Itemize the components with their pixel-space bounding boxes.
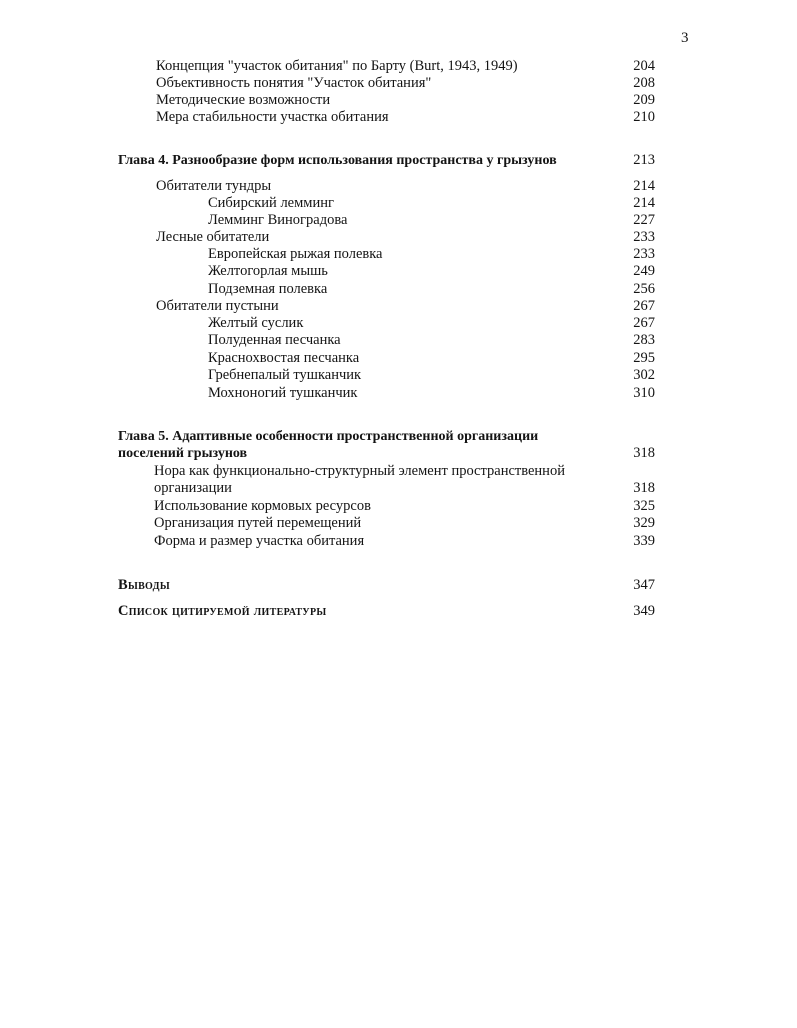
section-desert-page: 267 (633, 298, 655, 314)
toc-subentry-page: 302 (633, 367, 655, 383)
section-burrow-page: 318 (633, 480, 655, 496)
toc-entry-page: 204 (633, 58, 655, 74)
toc-subentry-title: Гребнепалый тушканчик (208, 367, 362, 383)
toc-entry-title: Мера стабильности участка обитания (156, 109, 389, 125)
toc-subentry-title: Краснохвостая песчанка (208, 350, 360, 366)
section-burrow-line1-text: Нора как функционально-структурный элемент пространственной (154, 463, 565, 479)
section-forest-title: Лесные обитатели (156, 229, 270, 245)
toc-subentry-title: Лемминг Виноградова (208, 212, 348, 228)
toc-entry-title: Форма и размер участка обитания (154, 533, 365, 549)
section-desert-title: Обитатели пустыни (156, 298, 279, 314)
section-burrow-line2-text: организации (154, 480, 232, 496)
toc-entry-title: Использование кормовых ресурсов (154, 498, 371, 514)
toc-subentry-title: Желтый суслик (208, 315, 304, 331)
chapter-5-page: 318 (633, 445, 655, 461)
toc-subentry-page: 249 (633, 263, 655, 279)
conclusions-heading-text: Выводы (118, 577, 170, 593)
chapter-5-title-line1-text: Глава 5. Адаптивные особенности пространственной организации (118, 429, 539, 444)
references-heading-text: Список цитируемой литературы (118, 603, 327, 619)
toc-subentry-title: Мохноногий тушканчик (208, 385, 358, 401)
section-tundra-page: 214 (633, 178, 655, 194)
toc-entry-page: 329 (633, 515, 655, 531)
section-forest-page: 233 (633, 229, 655, 245)
toc-subentry-page: 283 (633, 332, 655, 348)
toc-entry-page: 210 (633, 109, 655, 125)
references-page: 349 (633, 603, 655, 619)
toc-subentry-title: Сибирский лемминг (208, 195, 334, 211)
chapter-4-title-text: Глава 4. Разнообразие форм использования пространства у грызунов (118, 153, 557, 168)
toc-entry-page: 209 (633, 92, 655, 108)
toc-subentry-title: Подземная полевка (208, 281, 328, 297)
toc-entry-title: Концепция "участок обитания" по Барту (Burt, 1943, 1949) (156, 58, 518, 74)
conclusions-page: 347 (633, 577, 655, 593)
chapter-5-title-line2-text: поселений грызунов (118, 446, 248, 461)
toc-subentry-page: 227 (633, 212, 655, 228)
toc-subentry-page: 233 (633, 246, 655, 262)
toc-subentry-title: Европейская рыжая полевка (208, 246, 383, 262)
toc-subentry-page: 267 (633, 315, 655, 331)
toc-subentry-title: Желтогорлая мышь (208, 263, 328, 279)
toc-entry-title: Организация путей перемещений (154, 515, 362, 531)
page-number: 3 (681, 30, 689, 46)
chapter-4-page: 213 (633, 152, 655, 168)
toc-subentry-page: 295 (633, 350, 655, 366)
toc-subentry-title: Полуденная песчанка (208, 332, 341, 348)
toc-entry-title: Методические возможности (156, 92, 331, 108)
toc-subentry-page: 214 (633, 195, 655, 211)
toc-entry-title: Объективность понятия "Участок обитания" (156, 75, 432, 91)
toc-entry-page: 339 (633, 533, 655, 549)
toc-entry-page: 208 (633, 75, 655, 91)
toc-subentry-page: 310 (633, 385, 655, 401)
toc-subentry-page: 256 (633, 281, 655, 297)
toc-entry-page: 325 (633, 498, 655, 514)
section-tundra-title: Обитатели тундры (156, 178, 272, 194)
